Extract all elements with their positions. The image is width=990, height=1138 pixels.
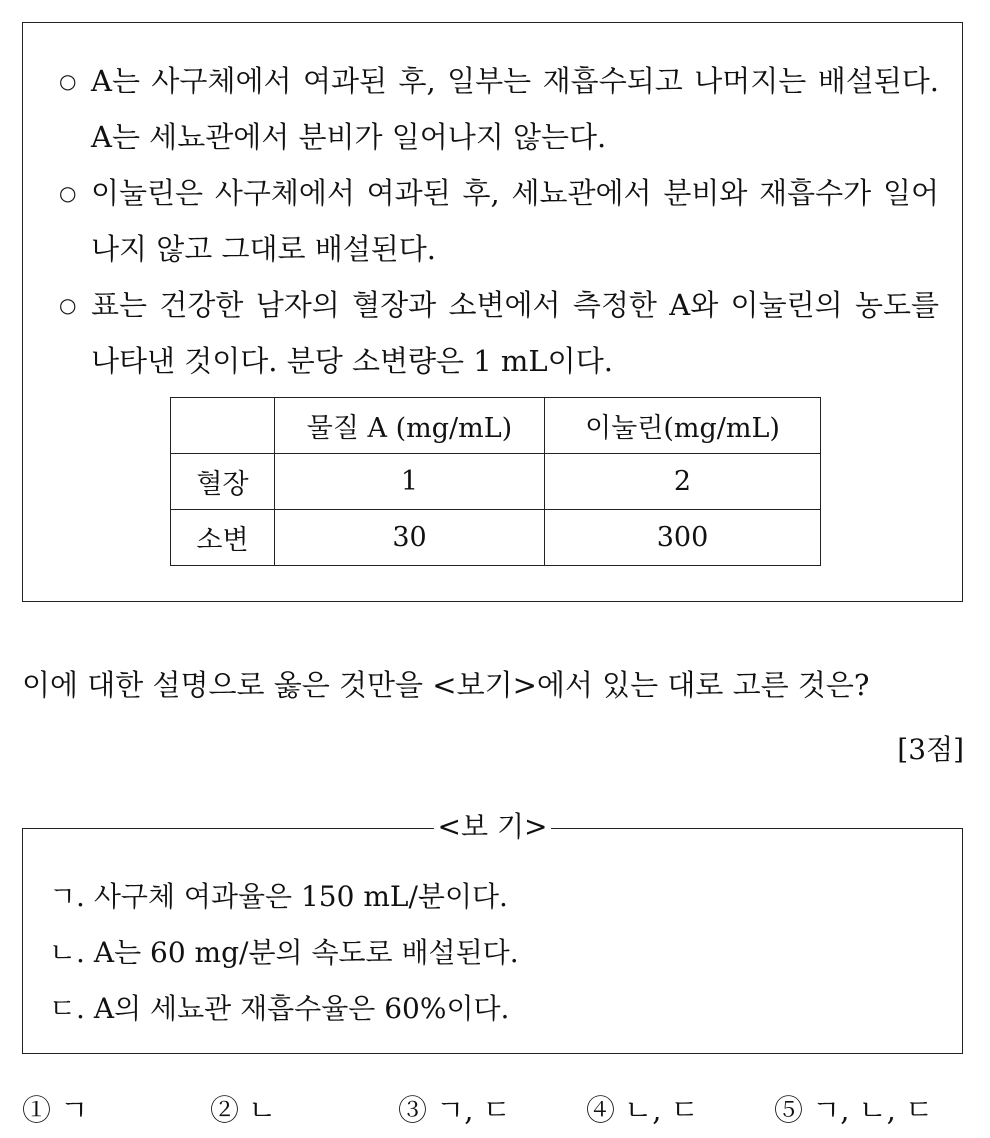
concentration-table	[170, 397, 821, 566]
table-header-cell: 이눌린(mg/mL)	[545, 398, 821, 454]
table-cell: 300	[545, 510, 821, 566]
passage-bullet	[59, 53, 939, 165]
table-cell: 2	[545, 454, 821, 510]
bogi-item: ㄱ. 사구체 여과율은 150 mL/분이다.	[49, 880, 508, 913]
table-cell: 1	[275, 454, 545, 510]
answer-choice-1[interactable]: ① ㄱ	[22, 1093, 89, 1127]
bullet-text: 이눌린은 사구체에서 여과된 후, 세뇨관에서 분비와 재흡수가 일어나지 않고 그대로 배설된다.	[91, 176, 939, 266]
bogi-title: <보 기>	[434, 807, 552, 847]
question-text: 이에 대한 설명으로 옳은 것만을 <보기>에서 있는 대로 고른 것은?	[22, 668, 870, 702]
table-cell: 30	[275, 510, 545, 566]
table-header-row	[171, 398, 821, 454]
passage-box	[22, 22, 963, 602]
answer-choice-2[interactable]: ② ㄴ	[210, 1093, 277, 1127]
answer-choice-5[interactable]: ⑤ ㄱ, ㄴ, ㄷ	[774, 1093, 934, 1127]
table-header-cell: 물질 A (mg/mL)	[275, 398, 545, 454]
passage-bullet	[59, 277, 939, 389]
row-label-cell: 혈장	[171, 454, 275, 510]
bogi-item: ㄴ. A는 60 mg/분의 속도로 배설된다.	[49, 936, 519, 969]
bullet-text: A는 사구체에서 여과된 후, 일부는 재흡수되고 나머지는 배설된다. A는 세뇨관에서 분비가 일어나지 않는다.	[91, 64, 939, 154]
bullet-text: 표는 건강한 남자의 혈장과 소변에서 측정한 A와 이눌린의 농도를 나타낸 것이다. 분당 소변량은 1 mL이다.	[91, 288, 939, 378]
table-row	[171, 454, 821, 510]
answer-choice-3[interactable]: ③ ㄱ, ㄷ	[398, 1093, 511, 1127]
table-row	[171, 510, 821, 566]
answer-choice-4[interactable]: ④ ㄴ, ㄷ	[586, 1093, 699, 1127]
bogi-box	[22, 810, 963, 1054]
bullet-marker: ○	[59, 293, 77, 317]
score-label: [3점]	[897, 733, 964, 766]
bullet-marker: ○	[59, 69, 77, 93]
table-header-cell	[171, 398, 275, 454]
passage-bullet	[59, 165, 939, 277]
bogi-item: ㄷ. A의 세뇨관 재흡수율은 60%이다.	[49, 992, 510, 1025]
row-label-cell: 소변	[171, 510, 275, 566]
bullet-marker: ○	[59, 181, 77, 205]
